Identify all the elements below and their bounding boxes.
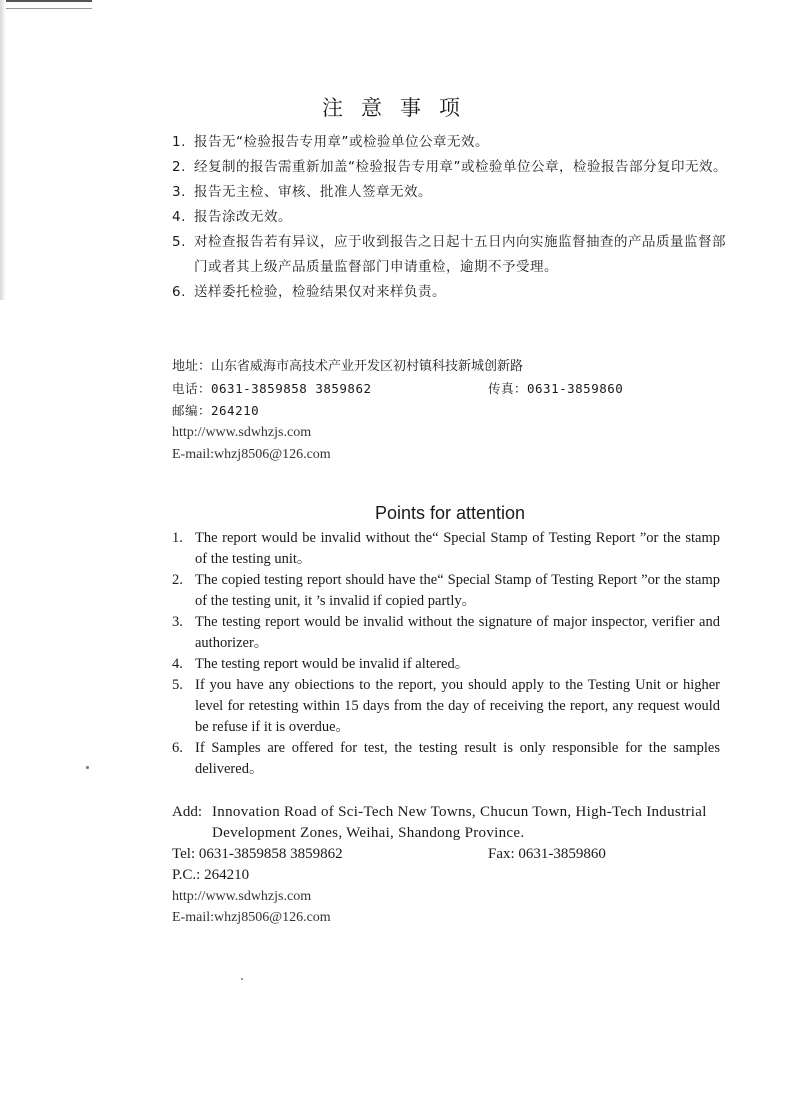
postcode-line: 邮编：264210	[172, 403, 260, 418]
item-text: The testing report would be invalid if altered。	[195, 656, 470, 672]
item-number: 2.	[172, 159, 186, 175]
item-text: 报告无主检、审核、批准人签章无效。	[194, 184, 432, 200]
website-link: http://www.sdwhzjs.com	[172, 425, 312, 440]
item-text: 经复制的报告需重新加盖“检验报告专用章”或检验单位公章，检验报告部分复印无效。	[194, 159, 727, 175]
tel-line: 电话：0631-3859858 3859862	[172, 381, 372, 396]
chinese-title: 注意事项	[322, 96, 478, 120]
address-line: 地址：山东省威海市高技术产业开发区初村镇科技新城创新路	[172, 359, 524, 374]
scan-edge-shadow	[0, 0, 6, 300]
item-number: 5.	[172, 234, 186, 250]
website-link: http://www.sdwhzjs.com	[172, 889, 312, 904]
chinese-notice-list	[172, 130, 732, 305]
scan-speck	[241, 978, 243, 980]
fax-line: 传真：0631-3859860	[488, 381, 624, 396]
list-item	[172, 612, 720, 654]
phone-fax-row	[172, 378, 732, 400]
list-item	[172, 155, 732, 180]
english-title: Points for attention	[374, 503, 526, 523]
list-item	[172, 130, 732, 155]
tel-line: Tel: 0631-3859858 3859862	[172, 846, 343, 862]
address-text: Innovation Road of Sci-Tech New Towns, Chucun Town, High-Tech Industrial Development Zones, Weihai, Shandong Province.	[212, 804, 707, 841]
item-text: 送样委托检验，检验结果仅对来样负责。	[194, 284, 446, 300]
item-text: If Samples are offered for test, the testing result is only responsible for the samples delivered。	[195, 740, 720, 777]
postcode-line: P.C.: 264210	[172, 867, 250, 883]
item-number: 5.	[172, 677, 183, 693]
list-item	[172, 528, 720, 570]
item-number: 1.	[172, 530, 183, 546]
item-number: 3.	[172, 614, 183, 630]
list-item	[172, 230, 732, 280]
item-text: The copied testing report should have the“ Special Stamp of Testing Report ”or the stamp of the testing unit, it ’s invalid if copied partly。	[195, 572, 720, 609]
scan-edge-line	[0, 0, 92, 9]
item-text: 报告无“检验报告专用章”或检验单位公章无效。	[194, 134, 489, 150]
item-number: 3.	[172, 184, 186, 200]
list-item	[172, 675, 720, 738]
phone-fax-row	[172, 844, 732, 865]
item-text: 报告涂改无效。	[194, 209, 292, 225]
item-text: The testing report would be invalid without the signature of major inspector, verifier and authorizer。	[195, 614, 720, 651]
list-item	[172, 570, 720, 612]
item-number: 4.	[172, 656, 183, 672]
english-contact-block	[172, 802, 732, 928]
email-link: E-mail:whzj8506@126.com	[172, 910, 331, 925]
item-number: 1.	[172, 134, 186, 150]
chinese-contact-block	[172, 356, 732, 466]
list-item	[172, 738, 720, 780]
item-number: 4.	[172, 209, 186, 225]
list-item	[172, 280, 732, 305]
email-link: E-mail:whzj8506@126.com	[172, 447, 331, 462]
address-label: Add:	[172, 804, 202, 820]
english-notice-list	[172, 528, 720, 780]
item-number: 6.	[172, 740, 183, 756]
item-number: 6.	[172, 284, 186, 300]
address-row	[172, 802, 732, 844]
list-item	[172, 180, 732, 205]
item-number: 2.	[172, 572, 183, 588]
item-text: 对检查报告若有异议，应于收到报告之日起十五日内向实施监督抽查的产品质量监督部门或者其上级产品质量监督部门申请重检，逾期不予受理。	[194, 234, 726, 275]
list-item	[172, 654, 720, 675]
item-text: The report would be invalid without the“ Special Stamp of Testing Report ”or the stamp of the testing unit。	[195, 530, 720, 567]
list-item	[172, 205, 732, 230]
item-text: If you have any obiections to the report, you should apply to the Testing Unit or higher level for retesting within 15 days from the day of receiving the report, any request would be refuse if it is overdue。	[195, 677, 720, 735]
scan-speck	[86, 766, 89, 769]
fax-line: Fax: 0631-3859860	[488, 846, 606, 862]
